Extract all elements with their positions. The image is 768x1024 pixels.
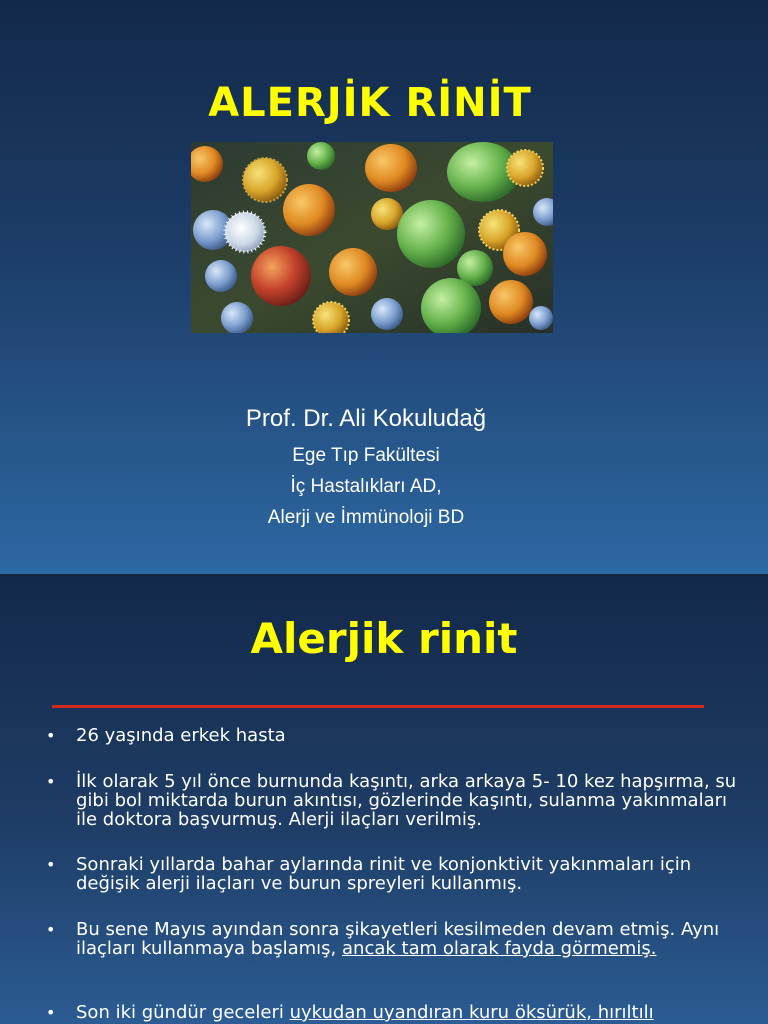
bullet-icon: • — [46, 772, 56, 791]
affiliation-department: İç Hastalıkları AD, — [290, 476, 442, 497]
slide-title: Alerjik rinit — [250, 614, 518, 663]
bullet-icon: • — [46, 920, 56, 939]
title-underline — [52, 705, 704, 708]
bullet-icon: • — [46, 1003, 56, 1022]
affiliation-faculty: Ege Tıp Fakültesi — [292, 445, 440, 466]
underlined-text[interactable]: uykudan uyandıran kuru öksürük, hırıltılı — [289, 1002, 654, 1023]
author-name: Prof. Dr. Ali Kokuludağ — [245, 405, 487, 432]
pollen-image — [191, 142, 553, 333]
case-slide: Alerjik rinit • 26 yaşında erkek hasta • İlk olarak 5 yıl önce burnunda kaşıntı, arka arkaya 5- 10 kez hapşırma, su gibi bol miktarda burun akıntısı, gözlerinde kaşıntı, sulanma yakınmaları ile doktora başvurmuş. Alerji ilaçları verilmiş. • Sonraki yıllarda bahar aylarında rinit ve konjonktivit yakınmaları için değişik alerji ilaçları ve burun spreyleri kullanmış. • Bu sene Mayıs ayından sonra şikayetleri kesilmeden devam etmiş. Aynı ilaçları kullanmaya başlamış, ancak tam olarak fayda görmemiş. • Son iki gündür geceleri uykudan uyandıran kuru öksürük, hırıltılı — [0, 576, 768, 1024]
bullet-icon: • — [46, 855, 56, 874]
underlined-text[interactable]: ancak tam olarak fayda görmemiş. — [342, 938, 657, 959]
slide-title: ALERJİK RİNİT — [208, 80, 532, 126]
affiliation-division: Alerji ve İmmünoloji BD — [267, 507, 465, 528]
bullet-icon: • — [46, 726, 56, 745]
